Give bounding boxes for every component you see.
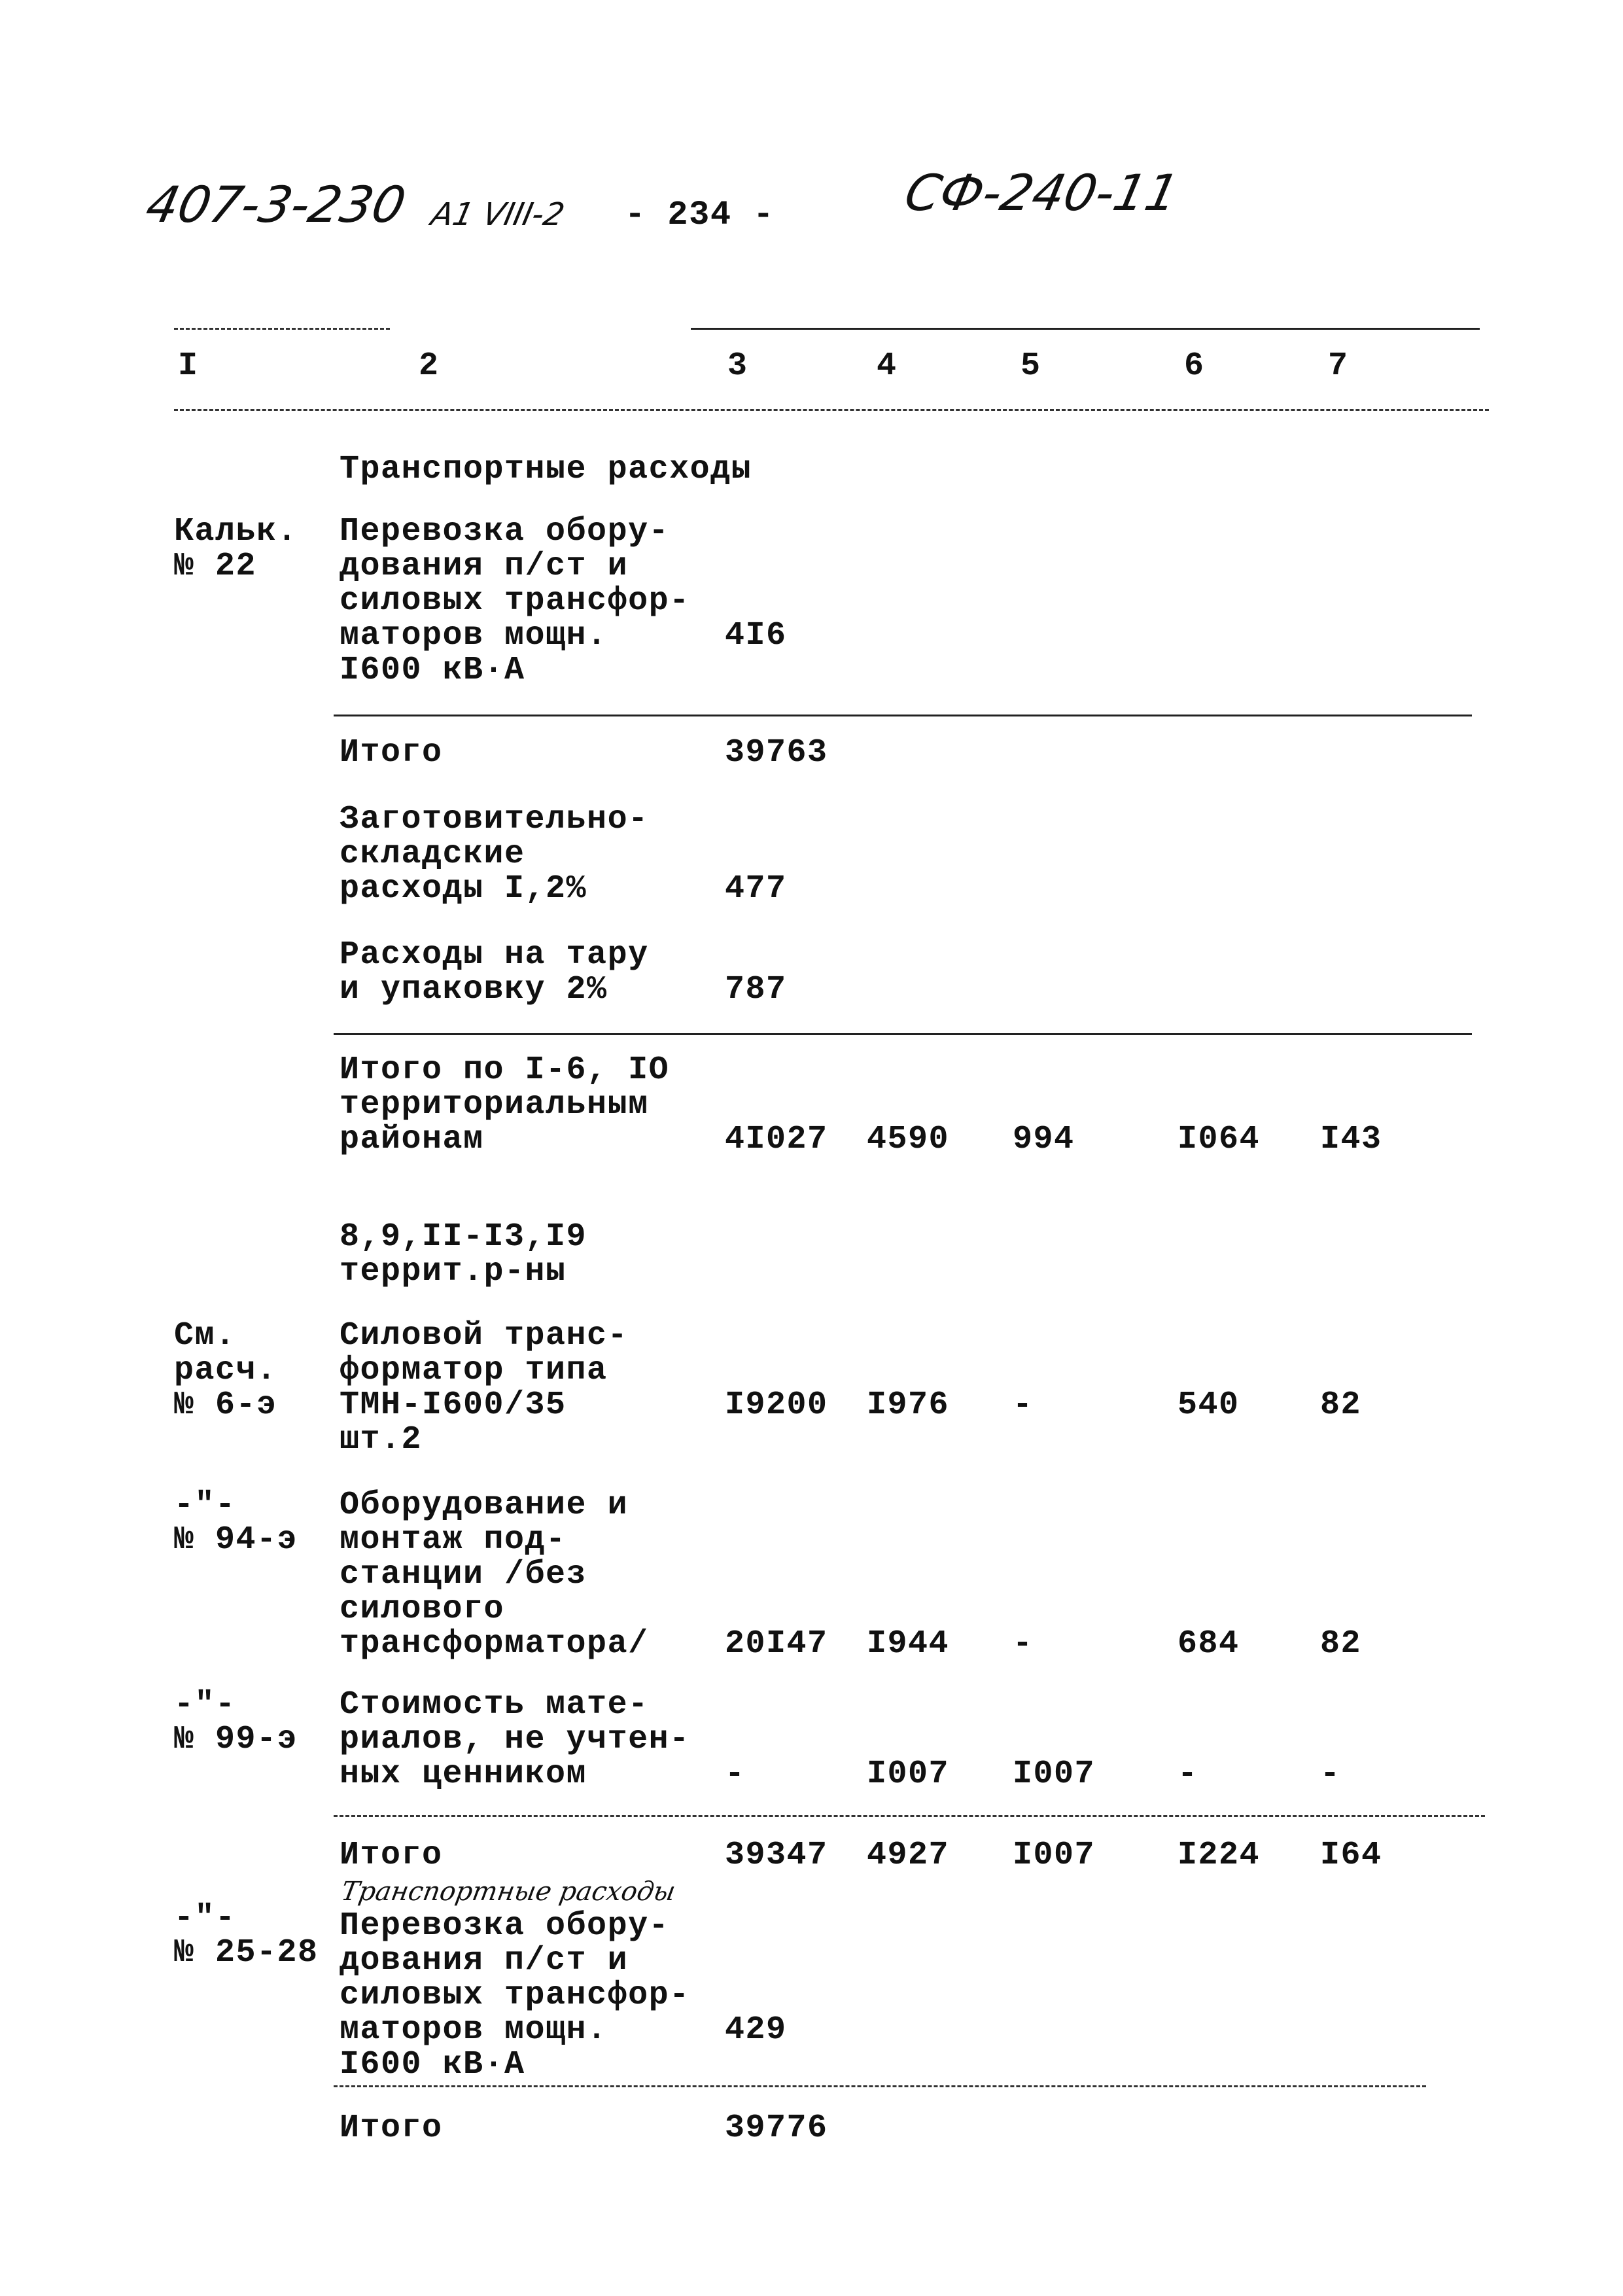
value-cell-col-4: I976 xyxy=(867,1386,950,1424)
description-cell: Расходы на тару xyxy=(340,936,649,974)
value-cell-col-3: 39776 xyxy=(725,2110,828,2147)
value-cell-col-3: 39763 xyxy=(725,734,828,771)
reference-cell: № 94-э xyxy=(174,1521,298,1559)
value-cell-col-7: - xyxy=(1320,1756,1341,1793)
description-cell: дования п/ст и xyxy=(340,1942,629,1979)
column-number: I xyxy=(178,347,199,385)
description-cell: монтаж под- xyxy=(340,1521,567,1559)
value-cell-col-3: 477 xyxy=(725,870,787,908)
description-cell: Итого xyxy=(340,2110,443,2147)
column-number: 5 xyxy=(1021,347,1041,385)
column-number: 3 xyxy=(727,347,748,385)
value-cell-col-7: 82 xyxy=(1320,1386,1362,1424)
description-cell: районам xyxy=(340,1121,484,1158)
description-cell: Итого по I-6, IO xyxy=(340,1051,670,1089)
value-cell-col-3: 787 xyxy=(725,971,787,1008)
description-cell: складские xyxy=(340,836,525,873)
value-cell-col-6: I224 xyxy=(1178,1837,1261,1874)
value-cell-col-6: I064 xyxy=(1178,1121,1261,1158)
description-cell: террит.р-ны xyxy=(340,1253,567,1290)
description-cell: силовых трансфор- xyxy=(340,582,690,620)
column-number: 2 xyxy=(419,347,440,385)
column-number: 4 xyxy=(877,347,898,385)
row-divider xyxy=(334,2085,1426,2087)
description-cell: Перевозка обору- xyxy=(340,1907,670,1945)
value-cell-col-4: I944 xyxy=(867,1625,950,1663)
value-cell-col-3: 4I6 xyxy=(725,617,787,654)
row-divider xyxy=(334,1033,1472,1035)
sheet-code: СФ-240-11 xyxy=(899,164,1184,222)
row-divider xyxy=(334,1815,1485,1817)
value-cell-col-5: - xyxy=(1013,1386,1034,1424)
album-number: А1 VIII-2 xyxy=(428,196,568,233)
value-cell-col-3: 4I027 xyxy=(725,1121,828,1158)
value-cell-col-5: - xyxy=(1013,1625,1034,1663)
description-cell: Оборудование и xyxy=(340,1487,629,1524)
column-number: 7 xyxy=(1328,347,1349,385)
description-cell: расходы I,2% xyxy=(340,870,587,908)
reference-cell: № 22 xyxy=(174,548,257,585)
description-cell: ТМН-I600/35 xyxy=(340,1386,567,1424)
description-cell: Транспортные расходы xyxy=(340,451,752,488)
description-cell: территориальным xyxy=(340,1086,649,1123)
reference-cell: № 99-э xyxy=(174,1721,298,1758)
value-cell-col-7: I64 xyxy=(1320,1837,1382,1874)
description-cell: Заготовительно- xyxy=(340,801,649,838)
description-cell: риалов, не учтен- xyxy=(340,1721,690,1758)
value-cell-col-7: 82 xyxy=(1320,1625,1362,1663)
handwritten-note: Транспортные расходы xyxy=(338,1877,678,1907)
description-cell: силового xyxy=(340,1591,505,1628)
description-cell: маторов мощн. xyxy=(340,617,608,654)
description-cell: 8,9,II-I3,I9 xyxy=(340,1218,587,1256)
description-cell: Силовой транс- xyxy=(340,1317,629,1354)
value-cell-col-4: I007 xyxy=(867,1756,950,1793)
description-cell: Итого xyxy=(340,734,443,771)
description-cell: ных ценником xyxy=(340,1756,587,1793)
description-cell: шт.2 xyxy=(340,1421,423,1458)
value-cell-col-3: I9200 xyxy=(725,1386,828,1424)
value-cell-col-6: - xyxy=(1178,1756,1198,1793)
value-cell-col-5: I007 xyxy=(1013,1837,1096,1874)
value-cell-col-3: 39347 xyxy=(725,1837,828,1874)
reference-cell: -"- xyxy=(174,1686,236,1723)
description-cell: I600 кВ·А xyxy=(340,2046,525,2083)
description-cell: форматор типа xyxy=(340,1352,608,1389)
description-cell: Итого xyxy=(340,1837,443,1874)
reference-cell: См. xyxy=(174,1317,236,1354)
description-cell: трансформатора/ xyxy=(340,1625,649,1663)
description-cell: дования п/ст и xyxy=(340,548,629,585)
value-cell-col-3: 20I47 xyxy=(725,1625,828,1663)
description-cell: маторов мощн. xyxy=(340,2011,608,2049)
value-cell-col-3: - xyxy=(725,1756,746,1793)
value-cell-col-5: I007 xyxy=(1013,1756,1096,1793)
table-top-rule xyxy=(691,328,1480,330)
value-cell-col-5: 994 xyxy=(1013,1121,1075,1158)
column-number: 6 xyxy=(1184,347,1205,385)
reference-cell: -"- xyxy=(174,1899,236,1937)
header-bottom-rule xyxy=(174,409,1489,411)
value-cell-col-6: 540 xyxy=(1178,1386,1240,1424)
description-cell: и упаковку 2% xyxy=(340,971,608,1008)
reference-cell: № 6-э xyxy=(174,1386,277,1424)
table-top-rule-left xyxy=(174,328,390,330)
value-cell-col-7: I43 xyxy=(1320,1121,1382,1158)
project-code: 407-3-230 xyxy=(141,175,411,234)
description-cell: Перевозка обору- xyxy=(340,513,670,550)
value-cell-col-4: 4927 xyxy=(867,1837,950,1874)
description-cell: I600 кВ·А xyxy=(340,652,525,689)
reference-cell: № 25-28 xyxy=(174,1934,319,1971)
reference-cell: Кальк. xyxy=(174,513,298,550)
row-divider xyxy=(334,715,1472,716)
reference-cell: расч. xyxy=(174,1352,277,1389)
value-cell-col-6: 684 xyxy=(1178,1625,1240,1663)
description-cell: силовых трансфор- xyxy=(340,1977,690,2014)
page-number: - 234 - xyxy=(625,196,775,234)
value-cell-col-3: 429 xyxy=(725,2011,787,2049)
description-cell: станции /без xyxy=(340,1556,587,1593)
reference-cell: -"- xyxy=(174,1487,236,1524)
value-cell-col-4: 4590 xyxy=(867,1121,950,1158)
description-cell: Стоимость мате- xyxy=(340,1686,649,1723)
